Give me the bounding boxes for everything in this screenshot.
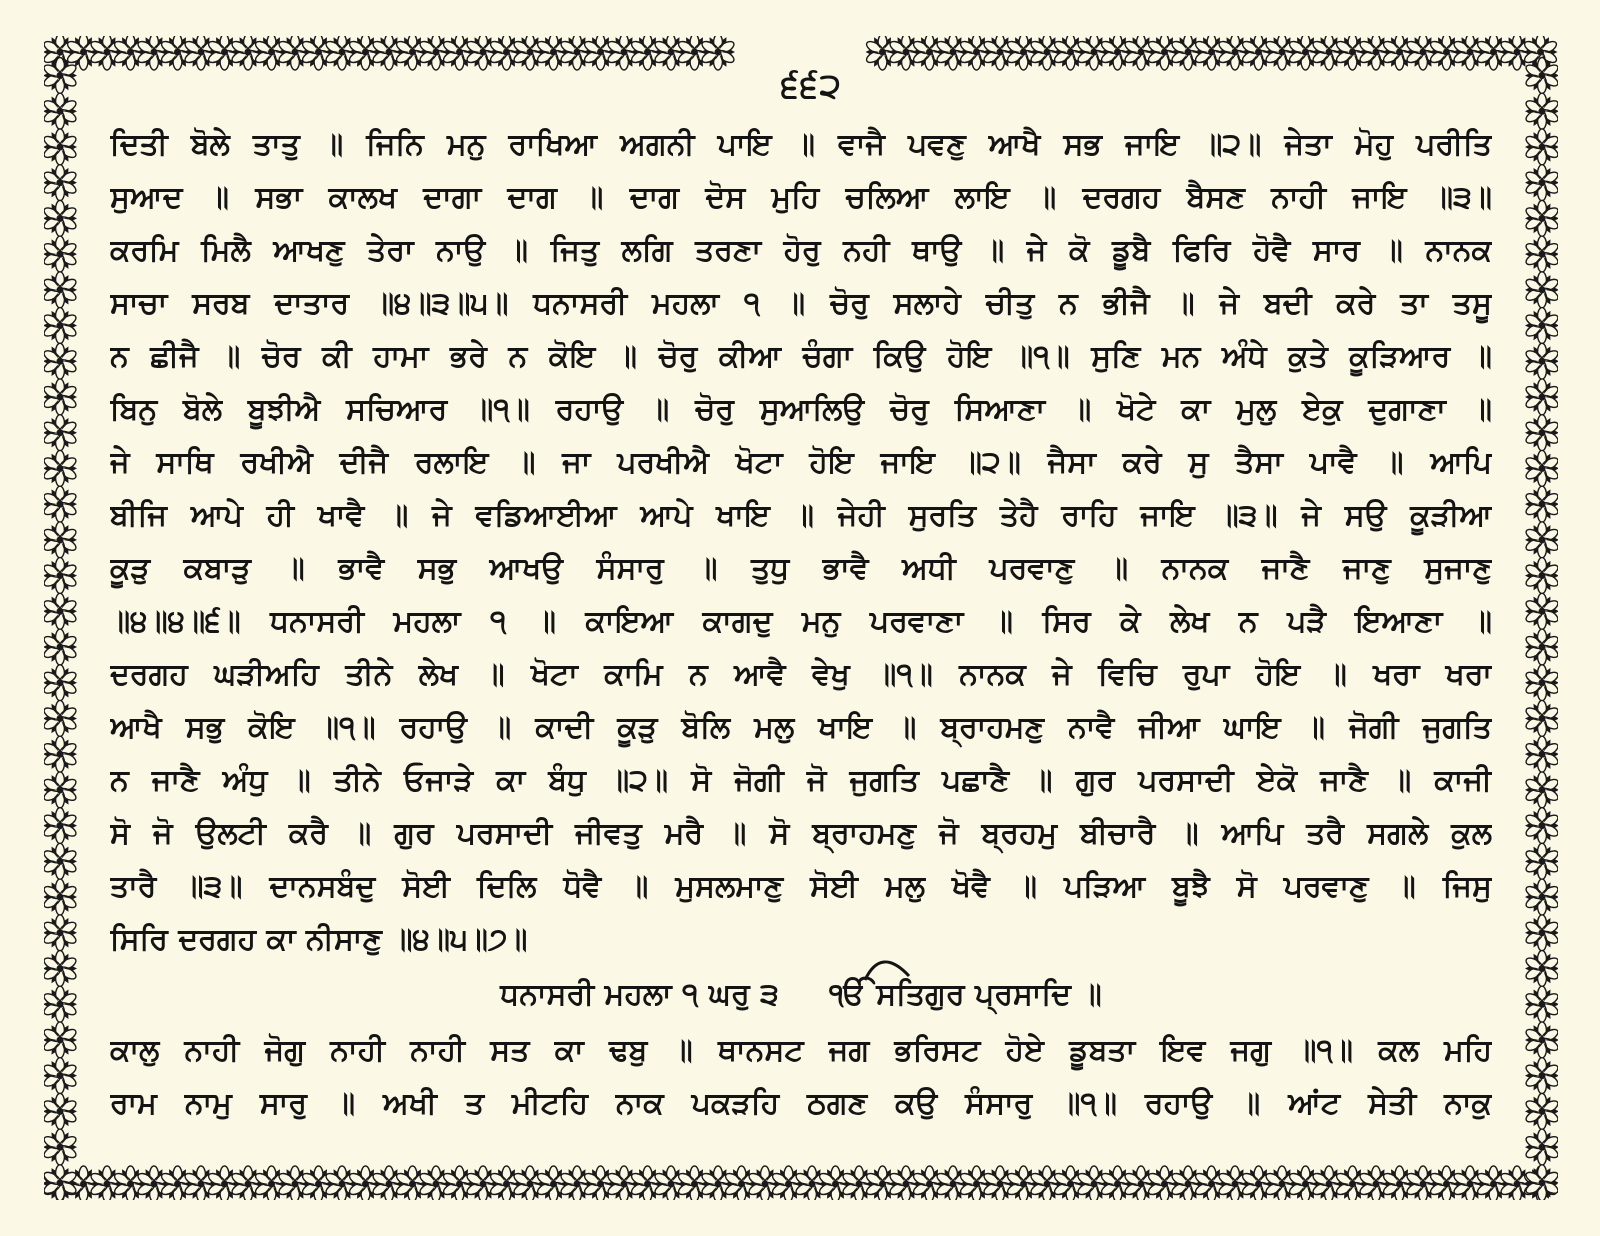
flower-icon (1524, 415, 1558, 451)
flower-icon (44, 879, 78, 915)
flower-icon (1524, 665, 1558, 701)
flower-icon (44, 450, 78, 486)
text-line: ਦਿਤੀ ਬੋਲੇ ਤਾਤੁ ॥ ਜਿਨਿ ਮਨੁ ਰਾਖਿਆ ਅਗਨੀ ਪਾਇ ॥ ਵਾਜੈ ਪਵਣੁ ਆਖੈ ਸਭ ਜਾਇ ॥੨॥ ਜੇਤਾ ਮੋਹੁ ਪਰੀਤਿ (110, 127, 1492, 162)
text-line: ਸੋ ਜੋ ਉਲਟੀ ਕਰੈ ॥ ਗੁਰ ਪਰਸਾਦੀ ਜੀਵਤੁ ਮਰੈ ॥ ਸੋ ਬ੍ਰਾਹਮਣੁ ਜੋ ਬ੍ਰਹਮੁ ਬੀਚਾਰੈ ॥ ਆਪਿ ਤਰੈ ਸਗਲੇ ਕੁਲ (110, 816, 1492, 851)
flower-icon (44, 951, 78, 987)
flower-icon (1524, 93, 1558, 129)
flower-icon (1524, 700, 1558, 736)
flower-icon (44, 700, 78, 736)
page-frame (44, 36, 1558, 1200)
flower-icon (1524, 272, 1558, 308)
text-line: ਰਾਮ ਨਾਮੁ ਸਾਰੁ ॥ ਅਖੀ ਤ ਮੀਟਹਿ ਨਾਕ ਪਕੜਹਿ ਠਗਣ ਕਉ ਸੰਸਾਰੁ ॥੧॥ ਰਹਾਉ ॥ ਆਂਟ ਸੇਤੀ ਨਾਕੁ (110, 1086, 1492, 1121)
text-line: ਨ ਛੀਜੈ ॥ ਚੋਰ ਕੀ ਹਾਮਾ ਭਰੇ ਨ ਕੋਇ ॥ ਚੋਰੁ ਕੀਆ ਚੰਗਾ ਕਿਉ ਹੋਇ ॥੧॥ ਸੁਣਿ ਮਨ ਅੰਧੇ ਕੁਤੇ ਕੂੜਿਆਰ ॥ (110, 339, 1492, 374)
text-line: ॥੪॥੪॥੬॥ ਧਨਾਸਰੀ ਮਹਲਾ ੧ ॥ ਕਾਇਆ ਕਾਗਦੁ ਮਨੁ ਪਰਵਾਣਾ ॥ ਸਿਰ ਕੇ ਲੇਖ ਨ ਪੜੈ ਇਆਣਾ ॥ (110, 604, 1492, 639)
text-line: ਨ ਜਾਣੈ ਅੰਧੁ ॥ ਤੀਨੇ ਓਜਾੜੇ ਕਾ ਬੰਧੁ ॥੨॥ ਸੋ ਜੋਗੀ ਜੋ ਜੁਗਤਿ ਪਛਾਣੈ ॥ ਗੁਰ ਪਰਸਾਦੀ ਏਕੋ ਜਾਣੈ ॥ ਕਾਜੀ (110, 763, 1492, 798)
flower-icon (44, 843, 78, 879)
flower-icon (44, 772, 78, 808)
flower-icon (44, 1093, 78, 1129)
raga-title: ਧਨਾਸਰੀ ਮਹਲਾ ੧ ਘਰੁ ੩ (500, 977, 779, 1012)
mool-mantar-text: ੴ ਸਤਿਗੁਰ ਪ੍ਰਸਾਦਿ ॥ (829, 977, 1102, 1012)
flower-icon (1524, 165, 1558, 201)
text-line: ਤਾਰੈ ॥੩॥ ਦਾਨਸਬੰਦੁ ਸੋਈ ਦਿਲਿ ਧੋਵੈ ॥ ਮੁਸਲਮਾਣੁ ਸੋਈ ਮਲੁ ਖੋਵੈ ॥ ਪੜਿਆ ਬੂਝੈ ਸੋ ਪਰਵਾਣੁ ॥ ਜਿਸੁ (110, 869, 1492, 904)
flower-icon (44, 593, 78, 629)
flower-icon (1524, 450, 1558, 486)
flower-icon (1524, 486, 1558, 522)
flower-icon (44, 236, 78, 272)
flower-icon (1524, 379, 1558, 415)
flower-icon (44, 915, 78, 951)
flower-icon (1524, 879, 1558, 915)
flower-icon (1524, 629, 1558, 665)
flower-icon (44, 379, 78, 415)
flower-icon (44, 308, 78, 344)
flower-icon (44, 736, 78, 772)
text-line: ਕੂੜੁ ਕਬਾੜੁ ॥ ਭਾਵੈ ਸਭੁ ਆਖਉ ਸੰਸਾਰੁ ॥ ਤੁਧੁ ਭਾਵੈ ਅਧੀ ਪਰਵਾਣੁ ॥ ਨਾਨਕ ਜਾਣੈ ਜਾਣੁ ਸੁਜਾਣੁ (110, 551, 1492, 586)
flower-icon (44, 665, 78, 701)
flower-icon (44, 1058, 78, 1094)
scripture-text (110, 118, 1492, 1130)
flower-icon (44, 415, 78, 451)
flower-icon (44, 986, 78, 1022)
flower-icon (44, 93, 78, 129)
flower-icon (44, 522, 78, 558)
flower-icon (1524, 343, 1558, 379)
text-line: ਆਖੈ ਸਭੁ ਕੋਇ ॥੧॥ ਰਹਾਉ ॥ ਕਾਦੀ ਕੂੜੁ ਬੋਲਿ ਮਲੁ ਖਾਇ ॥ ਬ੍ਰਾਹਮਣੁ ਨਾਵੈ ਜੀਆ ਘਾਇ ॥ ਜੋਗੀ ਜੁਗਤਿ (110, 710, 1492, 745)
flower-icon (1524, 558, 1558, 594)
text-line: ਕਰਮਿ ਮਿਲੈ ਆਖਣੁ ਤੇਰਾ ਨਾਉ ॥ ਜਿਤੁ ਲਗਿ ਤਰਣਾ ਹੋਰੁ ਨਹੀ ਥਾਉ ॥ ਜੇ ਕੋ ਡੂਬੈ ਫਿਰਿ ਹੋਵੈ ਸਾਰ ॥ ਨਾਨਕ (110, 233, 1492, 268)
flower-icon (1524, 986, 1558, 1022)
flower-icon (1524, 522, 1558, 558)
flower-icon (44, 272, 78, 308)
flower-icon (1524, 736, 1558, 772)
flower-icon (1524, 1093, 1558, 1129)
text-line: ਸੁਆਦ ॥ ਸਭਾ ਕਾਲਖ ਦਾਗਾ ਦਾਗ ॥ ਦਾਗ ਦੋਸ ਮੁਹਿ ਚਲਿਆ ਲਾਇ ॥ ਦਰਗਹ ਬੈਸਣ ਨਾਹੀ ਜਾਇ ॥੩॥ (110, 180, 1492, 215)
flower-icon (44, 129, 78, 165)
text-line: ਬਿਨੁ ਬੋਲੇ ਬੂਝੀਐ ਸਚਿਆਰ ॥੧॥ ਰਹਾਉ ॥ ਚੋਰੁ ਸੁਆਲਿਉ ਚੋਰੁ ਸਿਆਣਾ ॥ ਖੋਟੇ ਕਾ ਮੁਲੁ ਏਕੁ ਦੁਗਾਣਾ ॥ (110, 392, 1492, 427)
flower-icon (44, 558, 78, 594)
flower-icon (1524, 236, 1558, 272)
text-line: ਸਿਰਿ ਦਰਗਹ ਕਾ ਨੀਸਾਣੁ ॥੪॥੫॥੭॥ (110, 922, 528, 957)
flower-icon (700, 36, 736, 70)
flower-icon (44, 629, 78, 665)
flower-icon (44, 808, 78, 844)
flower-icon (1524, 1022, 1558, 1058)
text-line: ਕਾਲੁ ਨਾਹੀ ਜੋਗੁ ਨਾਹੀ ਨਾਹੀ ਸਤ ਕਾ ਢਬੁ ॥ ਥਾਨਸਟ ਜਗ ਭਰਿਸਟ ਹੋਏ ਡੂਬਤਾ ਇਵ ਜਗੁ ॥੧॥ ਕਲ ਮਹਿ (110, 1033, 1492, 1068)
text-line: ਬੀਜਿ ਆਪੇ ਹੀ ਖਾਵੈ ॥ ਜੇ ਵਡਿਆਈਆ ਆਪੇ ਖਾਇ ॥ ਜੇਹੀ ਸੁਰਤਿ ਤੇਹੈ ਰਾਹਿ ਜਾਇ ॥੩॥ ਜੇ ਸਉ ਕੂੜੀਆ (110, 498, 1492, 533)
onkar-arc-icon (861, 952, 917, 982)
flower-icon (1524, 843, 1558, 879)
flower-icon (44, 486, 78, 522)
flower-icon (44, 1129, 78, 1165)
flower-icon (44, 1022, 78, 1058)
flower-icon (44, 200, 78, 236)
text-line: ਜੇ ਸਾਥਿ ਰਖੀਐ ਦੀਜੈ ਰਲਾਇ ॥ ਜਾ ਪਰਖੀਐ ਖੋਟਾ ਹੋਇ ਜਾਇ ॥੨॥ ਜੈਸਾ ਕਰੇ ਸੁ ਤੈਸਾ ਪਾਵੈ ॥ ਆਪਿ (110, 445, 1492, 480)
flower-icon (1524, 951, 1558, 987)
mool-mantar (829, 966, 1101, 1024)
section-heading (110, 966, 1492, 1024)
flower-icon (44, 343, 78, 379)
flower-icon (1524, 1129, 1558, 1165)
text-line: ਸਾਚਾ ਸਰਬ ਦਾਤਾਰ ॥੪॥੩॥੫॥ ਧਨਾਸਰੀ ਮਹਲਾ ੧ ॥ ਚੋਰੁ ਸਲਾਹੇ ਚੀਤੁ ਨ ਭੀਜੈ ॥ ਜੇ ਬਦੀ ਕਰੇ ਤਾ ਤਸੂ (110, 286, 1492, 321)
page-number: ੬੬੨ (762, 66, 862, 106)
text-line: ਦਰਗਹ ਘੜੀਅਹਿ ਤੀਨੇ ਲੇਖ ॥ ਖੋਟਾ ਕਾਮਿ ਨ ਆਵੈ ਵੇਖੁ ॥੧॥ ਨਾਨਕ ਜੇ ਵਿਚਿ ਰੁਪਾ ਹੋਇ ॥ ਖਰਾ ਖਰਾ (110, 657, 1492, 692)
flower-icon (1524, 1058, 1558, 1094)
flower-icon (1524, 308, 1558, 344)
flower-icon (1524, 129, 1558, 165)
flower-icon (1524, 915, 1558, 951)
flower-icon (1524, 200, 1558, 236)
flower-icon (44, 165, 78, 201)
flower-icon (1524, 808, 1558, 844)
flower-icon (1524, 772, 1558, 808)
flower-icon (1524, 593, 1558, 629)
